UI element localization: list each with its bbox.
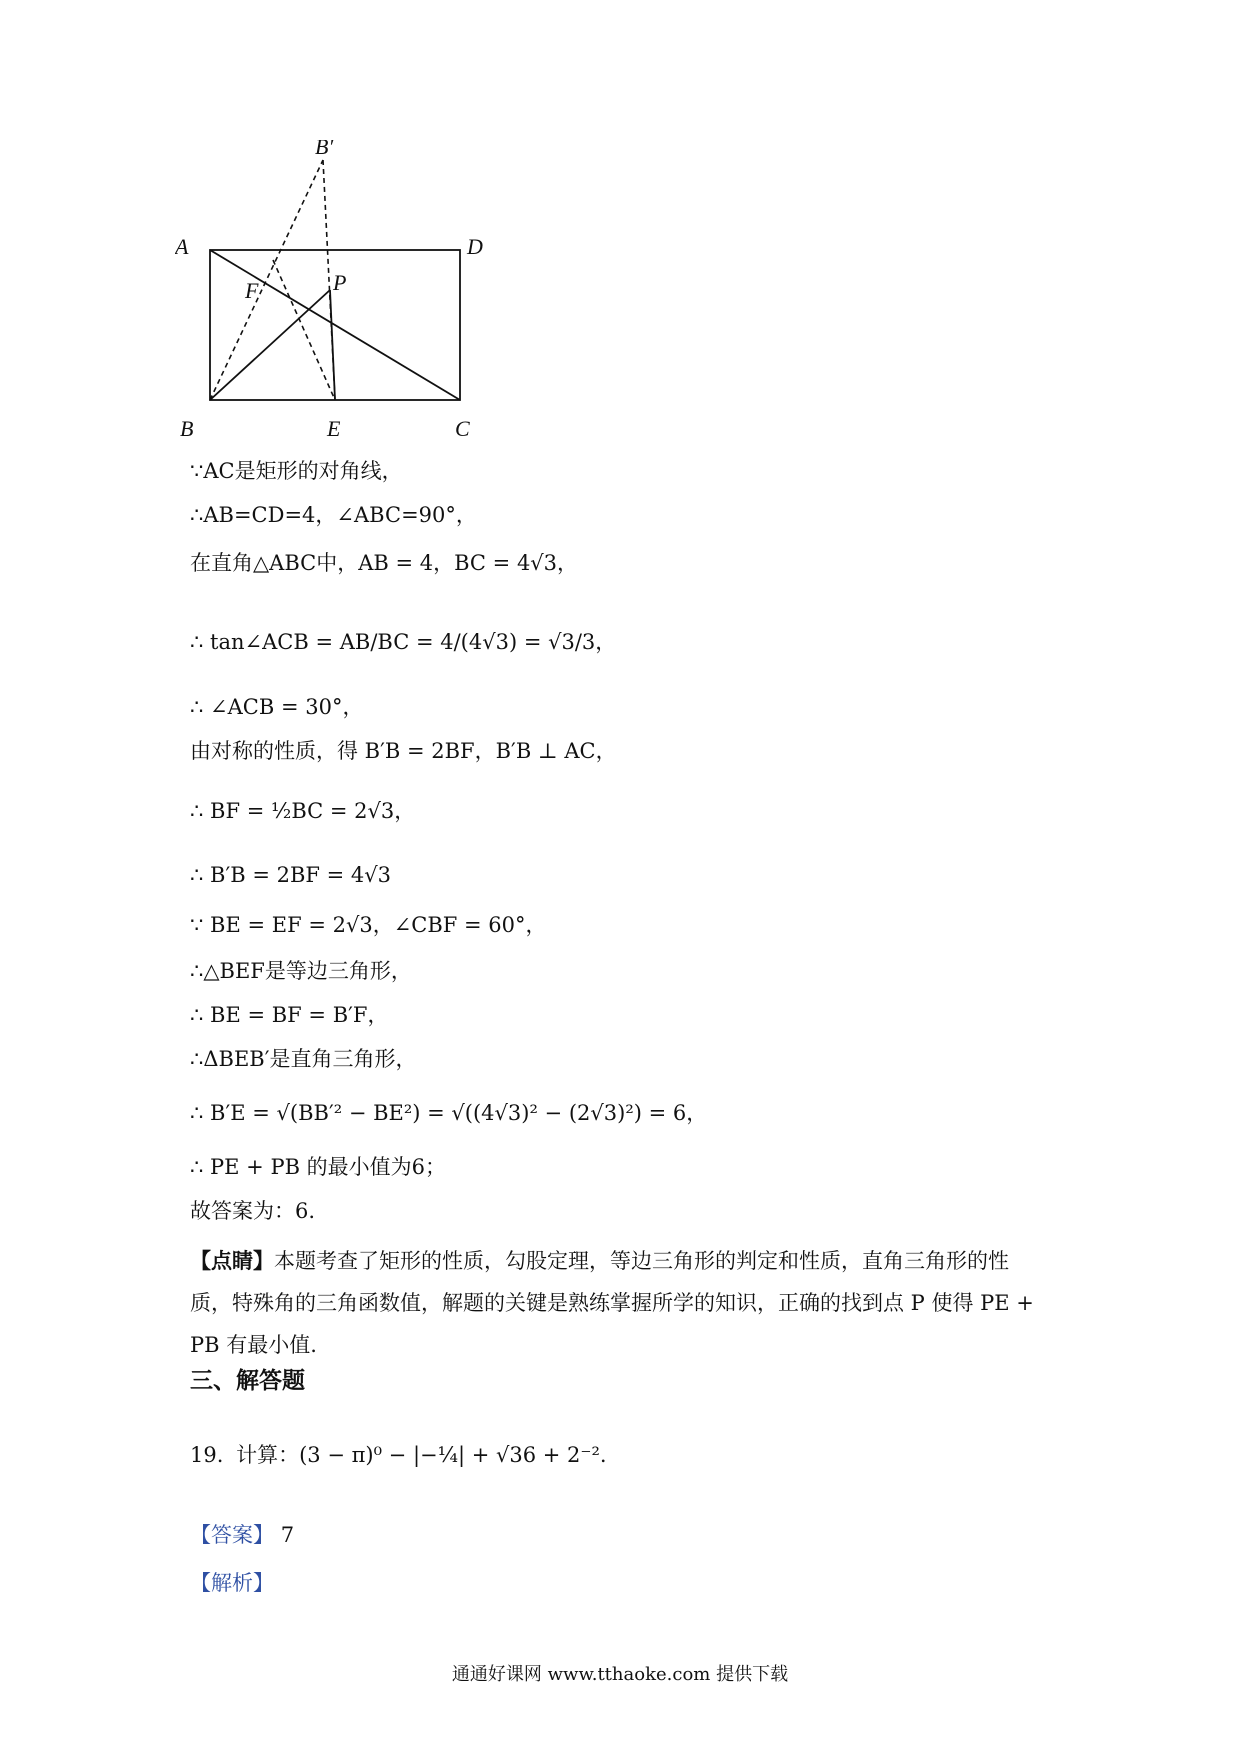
label-b: B (180, 416, 194, 440)
answer-line (190, 1520, 294, 1550)
label-a: A (175, 234, 189, 259)
step-15: 故答案为：6. (190, 1199, 316, 1223)
comment-tag: 【点睛】 (190, 1248, 274, 1273)
problem-number: 19. (190, 1443, 224, 1467)
step-5: ∴ ∠ACB = 30°， (190, 695, 364, 719)
step-3: 在直角△ABC中，AB = 4，BC = 4√3， (190, 551, 579, 575)
label-p: P (333, 270, 347, 295)
step-8: ∴ B′B = 2BF = 4√3 (190, 863, 392, 887)
problem-19 (190, 1440, 607, 1470)
analysis-tag: 【解析】 (190, 1571, 274, 1595)
label-b-prime: B′ (315, 140, 334, 159)
step-7: ∴ BF = ½BC = 2√3， (190, 799, 416, 823)
problem-text: 计算：(3 − π)⁰ − |−¼| + √36 + 2⁻². (236, 1443, 607, 1467)
geometry-diagram (175, 140, 515, 440)
page-footer: 通通好课网 www.tthaoke.com 提供下载 (451, 1664, 789, 1685)
label-c: C (455, 416, 470, 440)
step-9: ∵ BE = EF = 2√3，∠CBF = 60°， (190, 913, 547, 937)
segment-bp (210, 290, 330, 400)
answer-tag: 【答案】 (190, 1523, 274, 1547)
step-14: ∴ PE + PB 的最小值为6； (190, 1155, 447, 1179)
analysis-line (190, 1568, 274, 1598)
step-11: ∴ BE = BF = B′F， (190, 1003, 389, 1027)
step-4-text: ∴ tan∠ACB = AB/BC = 4/(4√3) = √3/3， (190, 630, 617, 654)
step-10: ∴△BEF是等边三角形， (190, 959, 412, 983)
comment-block (190, 1240, 1050, 1366)
step-1: ∵AC是矩形的对角线， (190, 459, 403, 483)
step-12: ∴ΔBEB′是直角三角形， (190, 1047, 417, 1071)
section-title: 三、解答题 (190, 1367, 305, 1394)
step-4 (190, 612, 616, 672)
step-2: ∴AB=CD=4，∠ABC=90°， (190, 503, 477, 527)
step-6: 由对称的性质，得 B′B = 2BF，B′B ⊥ AC， (190, 739, 617, 763)
step-13: ∴ B′E = √(BB′² − BE²) = √((4√3)² − (2√3)²) = 6， (190, 1101, 708, 1125)
label-e: E (327, 416, 341, 440)
answer-value: 7 (280, 1523, 295, 1547)
label-d: D (467, 234, 483, 259)
dashed-fe (273, 260, 335, 400)
label-f: F (245, 278, 259, 303)
comment-text: 本题考查了矩形的性质，勾股定理，等边三角形的判定和性质，直角三角形的性质，特殊角的三角函数值，解题的关键是熟练掌握所学的知识，正确的找到点 P 使得 PE + PB 有最小值. (190, 1249, 1034, 1357)
dashed-bb-prime (210, 160, 323, 400)
